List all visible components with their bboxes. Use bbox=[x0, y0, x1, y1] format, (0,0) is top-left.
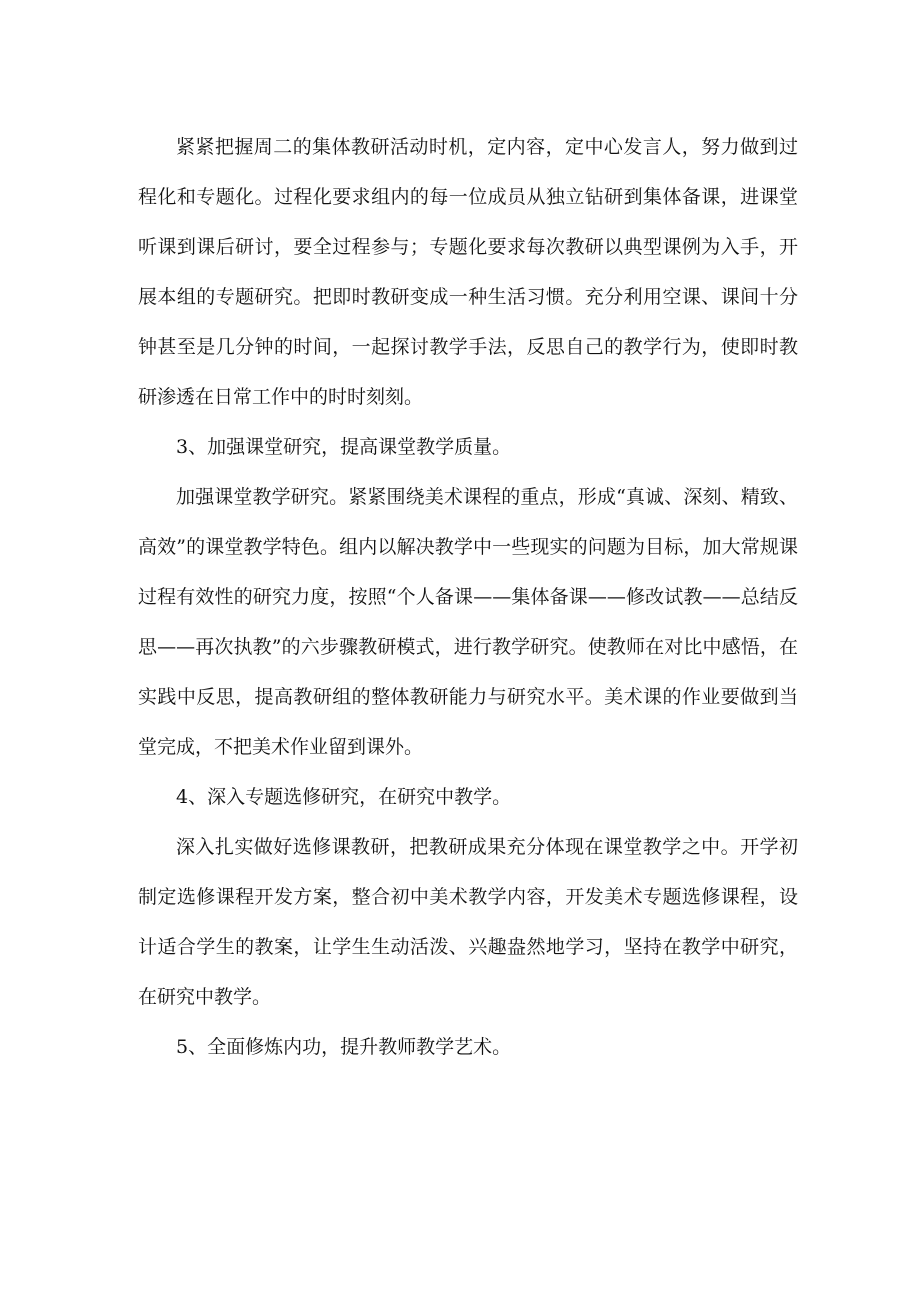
heading-classroom-research: 3、加强课堂研究，提高课堂教学质量。 bbox=[176, 436, 512, 458]
heading-teacher-skills: 5、全面修炼内功，提升教师教学艺术。 bbox=[176, 1036, 512, 1058]
paragraph-collective-research: 紧紧把握周二的集体教研活动时机，定内容，定中心发言人，努力做到过程化和专题化。过程化要求组内的每一位成员从独立钻研到集体备课，进课堂听课到课后研讨，要全过程参与；专题化要求每次教研以典型课例为入手，开展本组的专题研究。把即时教研变成一种生活习惯。充分利用空课、课间十分钟甚至是几分钟的时间，一起探讨教学手法，反思自己的教学行为，使即时教研渗透在日常工作中的时时刻刻。 bbox=[138, 136, 798, 408]
heading-elective-research: 4、深入专题选修研究，在研究中教学。 bbox=[176, 786, 512, 808]
document-body bbox=[138, 122, 798, 1072]
paragraph-classroom-research: 加强课堂教学研究。紧紧围绕美术课程的重点，形成“真诚、深刻、精致、高效”的课堂教学特色。组内以解决教学中一些现实的问题为目标，加大常规课过程有效性的研究力度，按照“个人备课——集体备课——修改试教——总结反思——再次执教”的六步骤教研模式，进行教学研究。使教师在对比中感悟，在实践中反思，提高教研组的整体教研能力与研究水平。美术课的作业要做到当堂完成，不把美术作业留到课外。 bbox=[138, 486, 798, 758]
paragraph-elective-research: 深入扎实做好选修课教研，把教研成果充分体现在课堂教学之中。开学初制定选修课程开发方案，整合初中美术教学内容，开发美术专题选修课程，设计适合学生的教案，让学生生动活泼、兴趣盎然地学习，坚持在教学中研究，在研究中教学。 bbox=[138, 836, 798, 1008]
